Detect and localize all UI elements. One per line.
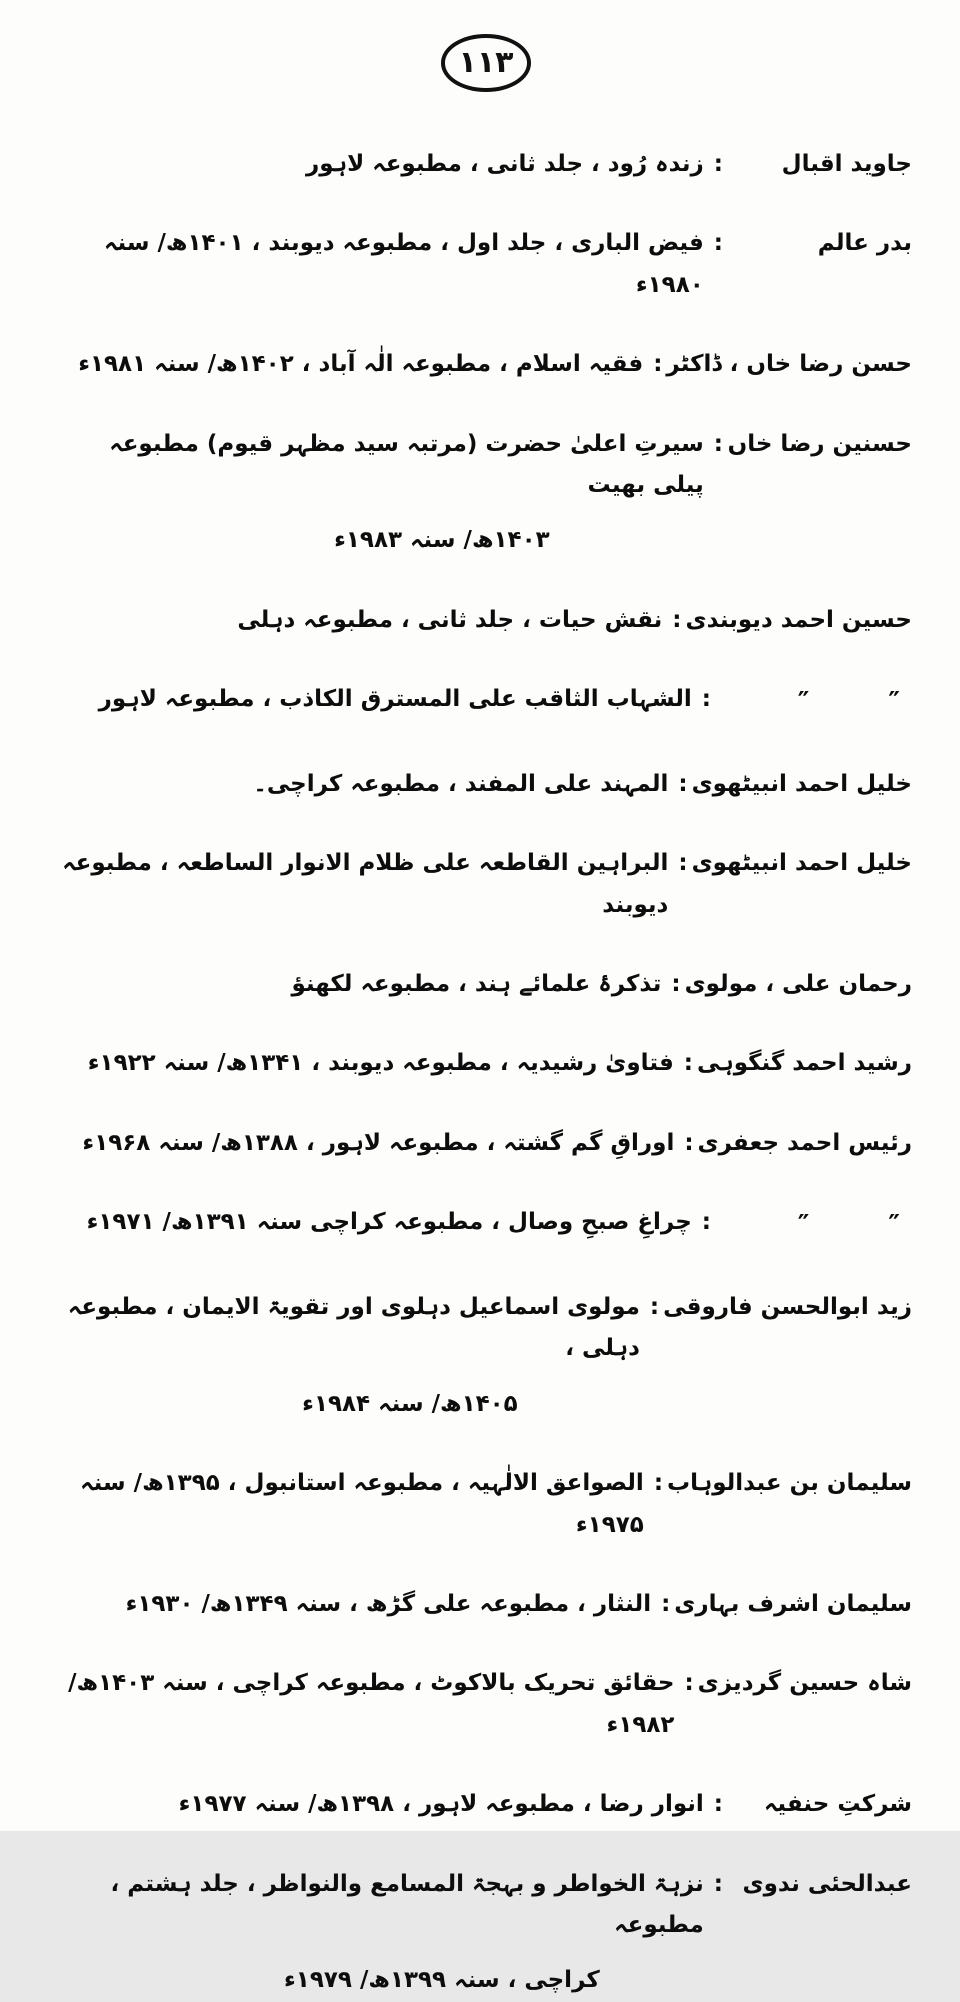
entry-separator: : — [713, 430, 723, 457]
entry-author: خلیل احمد انبیٹھوی — [691, 850, 912, 877]
entry-separator: : — [713, 1791, 723, 1818]
bibliography-entry — [60, 344, 912, 385]
entry-author: حسین احمد دیوبندی — [685, 606, 912, 633]
entry-text: نزہۃ الخواطر و بہجۃ المسامع والنواظر ، جلد ہشتم ، مطبوعہ — [110, 1870, 704, 1938]
bibliography-list — [60, 144, 912, 2002]
bibliography-entry — [60, 843, 912, 926]
entry-text: الصواعق الالٰہیہ ، مطبوعہ استانبول ، ۱۳۹۵ھ/ سنہ ۱۹۷۵ء — [80, 1470, 644, 1538]
entry-text: سیرتِ اعلیٰ حضرت (مرتبہ سید مظہر قیوم) مطبوعہ پیلی بھیت — [109, 430, 704, 498]
entry-text: المہند علی المفند ، مطبوعہ کراچی۔ — [253, 770, 669, 797]
entry-text: اوراقِ گم گشتہ ، مطبوعہ لاہور ، ۱۳۸۸ھ/ سنہ ۱۹۶۸ء — [82, 1129, 675, 1156]
entry-author: رشید احمد گنگوہی — [696, 1050, 912, 1077]
bibliography-entry — [60, 424, 912, 562]
entry-separator: : — [653, 1470, 664, 1497]
bibliography-entry — [60, 1202, 912, 1249]
entry-separator: : — [683, 1050, 693, 1077]
entry-author: شرکتِ حنفیہ — [763, 1791, 912, 1818]
entry-separator: : — [713, 230, 723, 257]
entry-separator: : — [684, 1670, 694, 1697]
entry-separator: : — [713, 1870, 723, 1897]
entry-text: النثار ، مطبوعہ علی گڑھ ، سنہ ۱۳۴۹ھ/ ۱۹۳۰ء — [125, 1591, 652, 1618]
entry-author: حسنین رضا خاں — [727, 430, 912, 457]
bibliography-entry — [60, 964, 912, 1005]
bibliography-entry — [60, 1784, 912, 1825]
entry-text: الشہاب الثاقب علی المسترق الکاذب ، مطبوعہ لاہور — [98, 686, 692, 713]
entry-text: البراہین القاطعہ علی ظلام الانوار الساطعہ ، مطبوعہ دیوبند — [62, 850, 669, 918]
bibliography-entry — [60, 1123, 912, 1164]
bibliography-entry — [60, 1663, 912, 1746]
page-number-badge: ۱۱۳ — [441, 34, 532, 92]
entry-separator: : — [684, 1129, 694, 1156]
entry-continuation: ۱۴۰۵ھ/ سنہ ۱۹۸۴ء — [302, 1390, 518, 1417]
bibliography-entry — [60, 1043, 912, 1084]
entry-separator: : — [661, 1591, 671, 1618]
entry-separator: : — [672, 606, 682, 633]
entry-author-ditto-mark: ″ ″ — [797, 1210, 900, 1241]
bibliography-entry — [60, 1864, 912, 2002]
entry-author: جاوید اقبال — [781, 151, 912, 177]
bibliography-entry — [60, 144, 912, 185]
entry-text: انوار رضا ، مطبوعہ لاہور ، ۱۳۹۸ھ/ سنہ ۱۹۷۷ء — [178, 1791, 704, 1818]
entry-separator: : — [649, 1294, 660, 1321]
entry-separator: : — [701, 686, 711, 713]
entry-text: فتاویٰ رشیدیہ ، مطبوعہ دیوبند ، ۱۳۴۱ھ/ سنہ ۱۹۲۲ء — [87, 1050, 674, 1077]
entry-author: زید ابوالحسن فاروقی — [663, 1294, 912, 1321]
bibliography-entry — [60, 223, 912, 306]
page-number-area — [60, 34, 912, 92]
entry-text: زندہ رُود ، جلد ثانی ، مطبوعہ لاہور — [305, 151, 704, 177]
entry-separator: : — [701, 1209, 711, 1236]
entry-continuation: کراچی ، سنہ ۱۳۹۹ھ/ ۱۹۷۹ء — [284, 1967, 600, 1994]
entry-separator: : — [671, 971, 681, 998]
entry-text: فیض الباری ، جلد اول ، مطبوعہ دیوبند ، ۱۴۰۱ھ/ سنہ ۱۹۸۰ء — [104, 230, 704, 298]
entry-author: شاہ حسین گردیزی — [697, 1670, 912, 1697]
bibliography-entry — [60, 764, 912, 805]
entry-text: چراغِ صبحِ وصال ، مطبوعہ کراچی سنہ ۱۳۹۱ھ/ ۱۹۷۱ء — [86, 1209, 692, 1236]
entry-author-ditto-mark: ″ ″ — [797, 687, 900, 718]
entry-text: نقش حیات ، جلد ثانی ، مطبوعہ دہلی — [237, 606, 663, 633]
entry-author: سلیمان بن عبدالوہاب — [667, 1470, 912, 1497]
bibliography-entry — [60, 600, 912, 641]
entry-text: حقائق تحریک بالاکوٹ ، مطبوعہ کراچی ، سنہ ۱۴۰۳ھ/ ۱۹۸۲ء — [68, 1670, 675, 1738]
entry-text: فقیہ اسلام ، مطبوعہ الٰہ آباد ، ۱۴۰۲ھ/ سنہ ۱۹۸۱ء — [78, 351, 644, 378]
entry-author: خلیل احمد انبیٹھوی — [691, 770, 912, 797]
entry-author: سلیمان اشرف بہاری — [674, 1591, 912, 1618]
bibliography-entry — [60, 1584, 912, 1625]
bibliography-entry — [60, 1287, 912, 1425]
entry-author: رئیس احمد جعفری — [697, 1129, 912, 1156]
bibliography-entry — [60, 679, 912, 726]
entry-separator: : — [713, 151, 723, 177]
entry-separator: : — [653, 351, 663, 378]
entry-text: تذکرۂ علمائے ہند ، مطبوعہ لکھنؤ — [291, 971, 662, 998]
entry-separator: : — [678, 850, 688, 877]
entry-continuation: ۱۴۰۳ھ/ سنہ ۱۹۸۳ء — [334, 527, 550, 554]
entry-author: رحمان علی ، مولوی — [684, 971, 912, 998]
entry-author: عبدالحئی ندوی — [742, 1870, 912, 1897]
entry-text: مولوی اسماعیل دہلوی اور تقویۃ الایمان ، مطبوعہ دہلی ، — [67, 1294, 640, 1362]
entry-separator: : — [678, 770, 688, 797]
bibliography-entry — [60, 1463, 912, 1546]
entry-author: حسن رضا خاں ، ڈاکٹر — [666, 351, 912, 378]
entry-author: بدر عالم — [817, 230, 912, 257]
